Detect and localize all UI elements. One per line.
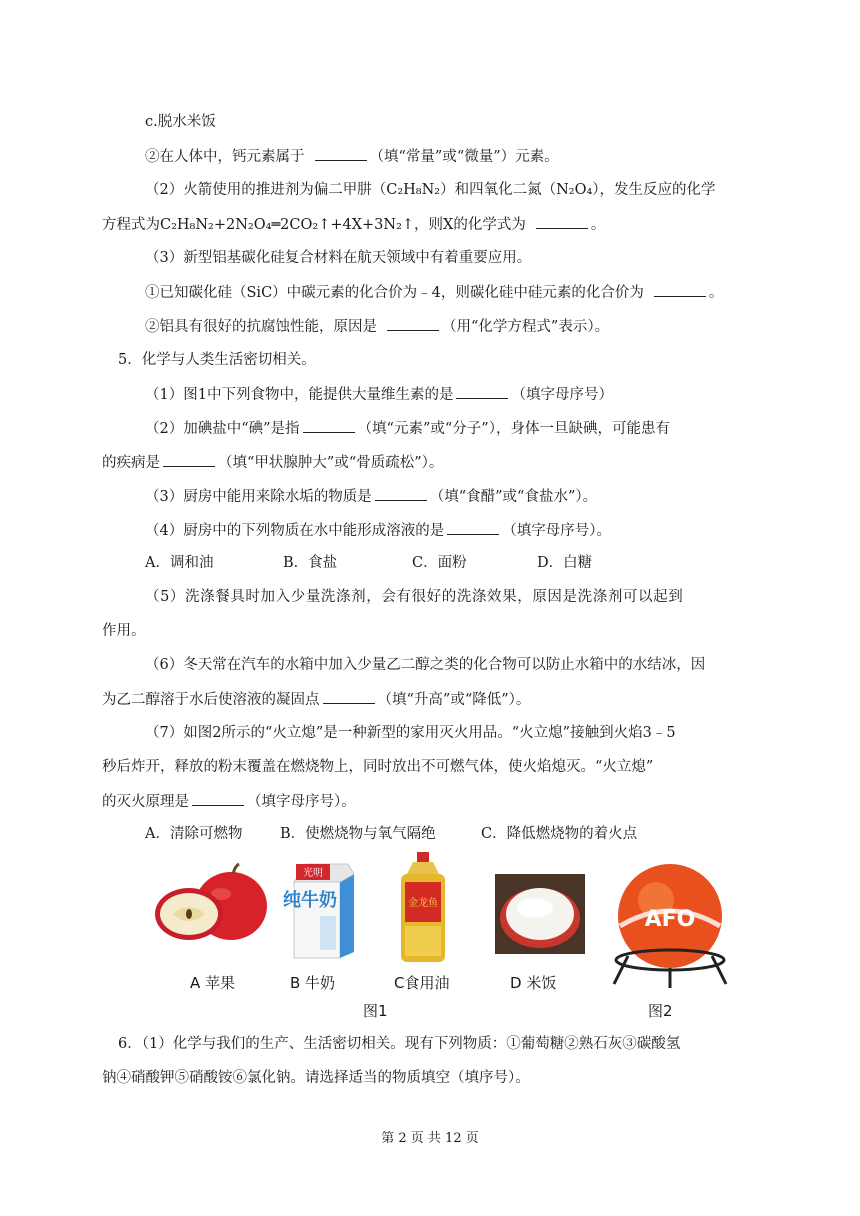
text-line (145, 316, 609, 337)
text-line (145, 486, 597, 507)
option-a: A．调和油 (145, 555, 214, 571)
oil-bottle-image (393, 852, 453, 964)
answer-blank[interactable] (375, 486, 427, 501)
milk-carton-image (283, 860, 360, 960)
answer-blank[interactable] (387, 316, 439, 331)
text-line (102, 452, 443, 473)
text-segment: （填“元素”或“分子”），身体一旦缺碘，可能患有 (357, 421, 670, 437)
caption-d: D 米饭 (510, 974, 557, 992)
text-segment: 。 (708, 285, 724, 301)
text-segment: （4）厨房中的下列物质在水中能形成溶液的是 (145, 523, 445, 539)
figure-2-caption: 图2 (648, 1002, 673, 1020)
text-line: （2）火箭使用的推进剂为偏二甲肼（C₂H₈N₂）和四氧化二氮（N₂O₄），发生反应的化学 (145, 182, 716, 198)
text-line: （6）冬天常在汽车的水箱中加入少量乙二醇之类的化合物可以防止水箱中的水结冰，因 (145, 657, 706, 673)
answer-blank[interactable] (192, 791, 244, 806)
text-line (145, 418, 670, 439)
text-segment: （填字母序号）。 (502, 523, 611, 539)
text-segment: ②铝具有很好的抗腐蚀性能，原因是 (145, 319, 377, 335)
text-segment: ②在人体中，钙元素属于 (145, 149, 305, 165)
text-line: 秒后炸开，释放的粉末覆盖在燃烧物上，同时放出不可燃气体，使火焰熄灭。“火立熄” (102, 759, 654, 775)
figure-1-caption: 图1 (363, 1002, 388, 1020)
ball-brand-label: AFO (644, 907, 696, 932)
answer-blank[interactable] (163, 452, 215, 467)
text-line: 作用。 (102, 623, 146, 639)
answer-blank[interactable] (315, 146, 367, 161)
answer-blank[interactable] (654, 282, 706, 297)
answer-blank[interactable] (323, 689, 375, 704)
text-segment: （2）加碘盐中“碘”是指 (145, 421, 300, 437)
text-segment: 。 (590, 217, 606, 233)
text-line (102, 791, 356, 812)
text-segment: （1）图1中下列食物中，能提供大量维生素的是 (145, 387, 454, 403)
text-segment: （填“升高”或“降低”）。 (377, 692, 531, 708)
option-b: B．食盐 (283, 555, 338, 571)
text-segment: 方程式为C₂H₈N₂+2N₂O₄═2CO₂↑+4X+3N₂↑，则X的化学式为 (102, 217, 526, 233)
text-segment: （用“化学方程式”表示）。 (442, 319, 610, 335)
option-c: C．降低燃烧物的着火点 (481, 826, 638, 842)
text-segment: （填“食醋”或“食盐水”）。 (429, 489, 598, 505)
option-d: D．白糖 (537, 555, 593, 571)
text-line (145, 282, 723, 303)
text-segment: 为乙二醇溶于水后使溶液的凝固点 (102, 692, 320, 708)
rice-bowl-image (495, 874, 585, 954)
question-heading: 6．（1）化学与我们的生产、生活密切相关。现有下列物质：①葡萄糖②熟石灰③碳酸氢 (118, 1036, 681, 1052)
caption-c: C食用油 (394, 974, 450, 992)
page-footer: 第 2 页 共 12 页 (381, 1131, 479, 1146)
question-heading: 5．化学与人类生活密切相关。 (118, 352, 316, 368)
option-a: A．清除可燃物 (145, 826, 243, 842)
text-segment: （3）厨房中能用来除水垢的物质是 (145, 489, 372, 505)
milk-text-label: 纯牛奶 (283, 890, 337, 911)
text-line (102, 689, 530, 710)
text-line: （3）新型铝基碳化硅复合材料在航天领域中有着重要应用。 (145, 250, 532, 266)
text-line (145, 146, 559, 167)
caption-a: A 苹果 (190, 974, 236, 992)
milk-brand-label: 光明 (303, 868, 323, 879)
answer-blank[interactable] (447, 520, 499, 535)
text-segment: 的疾病是 (102, 455, 160, 471)
text-line (102, 214, 605, 235)
answer-blank[interactable] (536, 214, 588, 229)
answer-blank[interactable] (303, 418, 355, 433)
text-segment: （填“常量”或“微量”）元素。 (369, 149, 559, 165)
oil-brand-label: 金龙鱼 (408, 898, 438, 909)
answer-blank[interactable] (456, 384, 508, 399)
text-segment: （填字母序号）。 (247, 794, 356, 810)
text-line (145, 520, 611, 541)
text-segment: （填字母序号） (511, 387, 613, 403)
option-c: C．面粉 (412, 555, 467, 571)
apple-image (149, 864, 269, 944)
text-line: 钠④硝酸钾⑤硝酸铵⑥氯化钠。请选择适当的物质填空（填序号）。 (102, 1070, 530, 1086)
text-segment: （填“甲状腺肿大”或“骨质疏松”）。 (218, 455, 444, 471)
text-line: （7）如图2所示的“火立熄”是一种新型的家用灭火用品。“火立熄”接触到火焰3﹣5 (145, 725, 676, 741)
figure-row (145, 848, 745, 1018)
fire-ball-image (610, 856, 740, 996)
text-segment: 的灭火原理是 (102, 794, 189, 810)
text-line: （5）洗涤餐具时加入少量洗涤剂，会有很好的洗涤效果，原因是洗涤剂可以起到 (145, 589, 684, 605)
text-segment: ①已知碳化硅（SiC）中碳元素的化合价为﹣4，则碳化硅中硅元素的化合价为 (145, 285, 644, 301)
text-line (145, 384, 613, 405)
caption-b: B 牛奶 (290, 974, 336, 992)
option-b: B．使燃烧物与氧气隔绝 (280, 826, 436, 842)
text-line: c.脱水米饭 (145, 114, 216, 130)
